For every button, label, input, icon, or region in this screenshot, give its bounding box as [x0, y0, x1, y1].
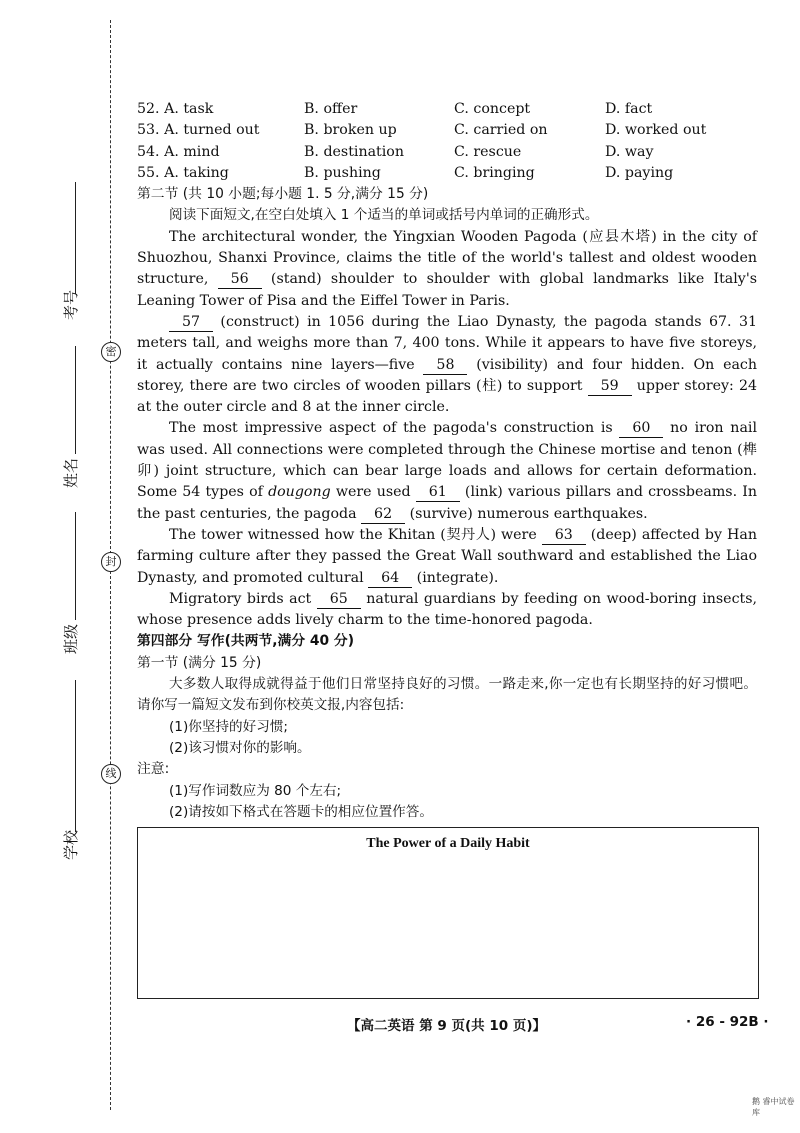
blank-57[interactable]: 57	[169, 314, 213, 332]
kaohao-write-line	[75, 182, 76, 294]
footer-page-info: 【高二英语 第 9 页(共 10 页)】	[347, 1018, 547, 1034]
blank-65[interactable]: 65	[317, 591, 361, 609]
xingming-write-line	[75, 346, 76, 454]
blank-64[interactable]: 64	[368, 570, 412, 588]
blank-60[interactable]: 60	[619, 420, 663, 438]
xuexiao-label: 学校	[62, 829, 80, 860]
note-heading: 注意:	[137, 761, 170, 778]
passage-paragraph-2: 57 (construct) in 1056 during the Liao Dynasty, the pagoda stands 67. 31 meters tall, and weighs more than 7, 400 tons. While it appears to have five storeys, it actually contains nine layers—five 58 (visibility) and four hidden. On each storey, there are two circles of wooden pillars (柱) to support 59 upper storey: 24 at the outer circle and 8 at the inner circle.	[137, 313, 758, 416]
writing-prompt: 大多数人取得成就得益于他们日常坚持良好的习惯。一路走来,你一定也有长期坚持的好习惯吧。请你写一篇短文发布到你校英文报,内容包括:	[137, 676, 757, 714]
passage-paragraph-3: The most impressive aspect of the pagoda's construction is 60 no iron nail was used. All connections were completed through the Chinese mortise and tenon (榫卯) joint structure, which can bear large loads and allows for certain deformation. Some 54 types of dougong were used 61 (link) various pillars and crossbeams. In the past centuries, the pagoda 62 (survive) numerous earthquakes.	[137, 420, 757, 522]
note-item-1: (1)写作词数应为 80 个左右;	[169, 782, 342, 799]
passage-paragraph-1: The architectural wonder, the Yingxian Wooden Pagoda (应县木塔) in the city of Shuozhou, Shanxi Province, claims the title of the world's tallest and oldest wooden structure, 56 (stand) shoulder to shoulder with global landmarks like Italy's Leaning Tower of Pisa and the Eiffel Tower in Paris.	[137, 228, 757, 309]
passage-paragraph-5: Migratory birds act 65 natural guardians by feeding on wood-boring insects, whose presence adds lively charm to the time-honored pagoda.	[137, 590, 758, 629]
blank-62[interactable]: 62	[361, 506, 405, 524]
blank-56[interactable]: 56	[218, 271, 262, 289]
passage-paragraph-4: The tower witnessed how the Khitan (契丹人) were 63 (deep) affected by Han farming culture after they passed the Great Wall southward and established the Liao Dynasty, and promoted cultural 64 (integrate).	[137, 526, 757, 586]
section2-heading: 第二节 (共 10 小题;每小题 1. 5 分,满分 15 分)	[137, 186, 429, 203]
option-row-52: 52. A. task B. offer C. concept D. fact	[137, 101, 653, 117]
xingming-label: 姓名	[62, 457, 80, 488]
seal-xian-icon: 线	[101, 764, 121, 784]
footer-code: · 26 - 92B ·	[686, 1014, 769, 1030]
writing-item-2: (2)该习惯对你的影响。	[169, 739, 311, 756]
blank-63[interactable]: 63	[542, 527, 586, 545]
essay-title: The Power of a Daily Habit	[366, 836, 530, 851]
xuexiao-write-line	[75, 680, 76, 832]
seal-mi-icon: 密	[101, 342, 121, 362]
option-row-53: 53. A. turned out B. broken up C. carried on D. worked out	[137, 122, 707, 139]
option-row-54: 54. A. mind B. destination C. rescue D. way	[137, 143, 654, 160]
blank-61[interactable]: 61	[416, 484, 460, 502]
section2-instruction: 阅读下面短文,在空白处填入 1 个适当的单词或括号内单词的正确形式。	[169, 207, 599, 224]
banji-label: 班级	[62, 623, 80, 654]
note-item-2: (2)请按如下格式在答题卡的相应位置作答。	[169, 803, 433, 820]
watermark-logo: 鹅 睿中试卷库	[752, 1097, 795, 1117]
kaohao-label: 考号	[62, 289, 80, 320]
writing-item-1: (1)你坚持的好习惯;	[169, 718, 288, 735]
option-row-55: 55. A. taking B. pushing C. bringing D. paying	[137, 164, 674, 181]
seal-feng-icon: 封	[101, 552, 121, 572]
banji-write-line	[75, 512, 76, 620]
blank-58[interactable]: 58	[423, 357, 467, 375]
page-content	[137, 99, 757, 823]
part4-section1-heading: 第一节 (满分 15 分)	[137, 654, 262, 671]
essay-answer-box[interactable]	[137, 827, 759, 999]
blank-59[interactable]: 59	[588, 378, 632, 396]
part4-heading: 第四部分 写作(共两节,满分 40 分)	[137, 633, 355, 650]
